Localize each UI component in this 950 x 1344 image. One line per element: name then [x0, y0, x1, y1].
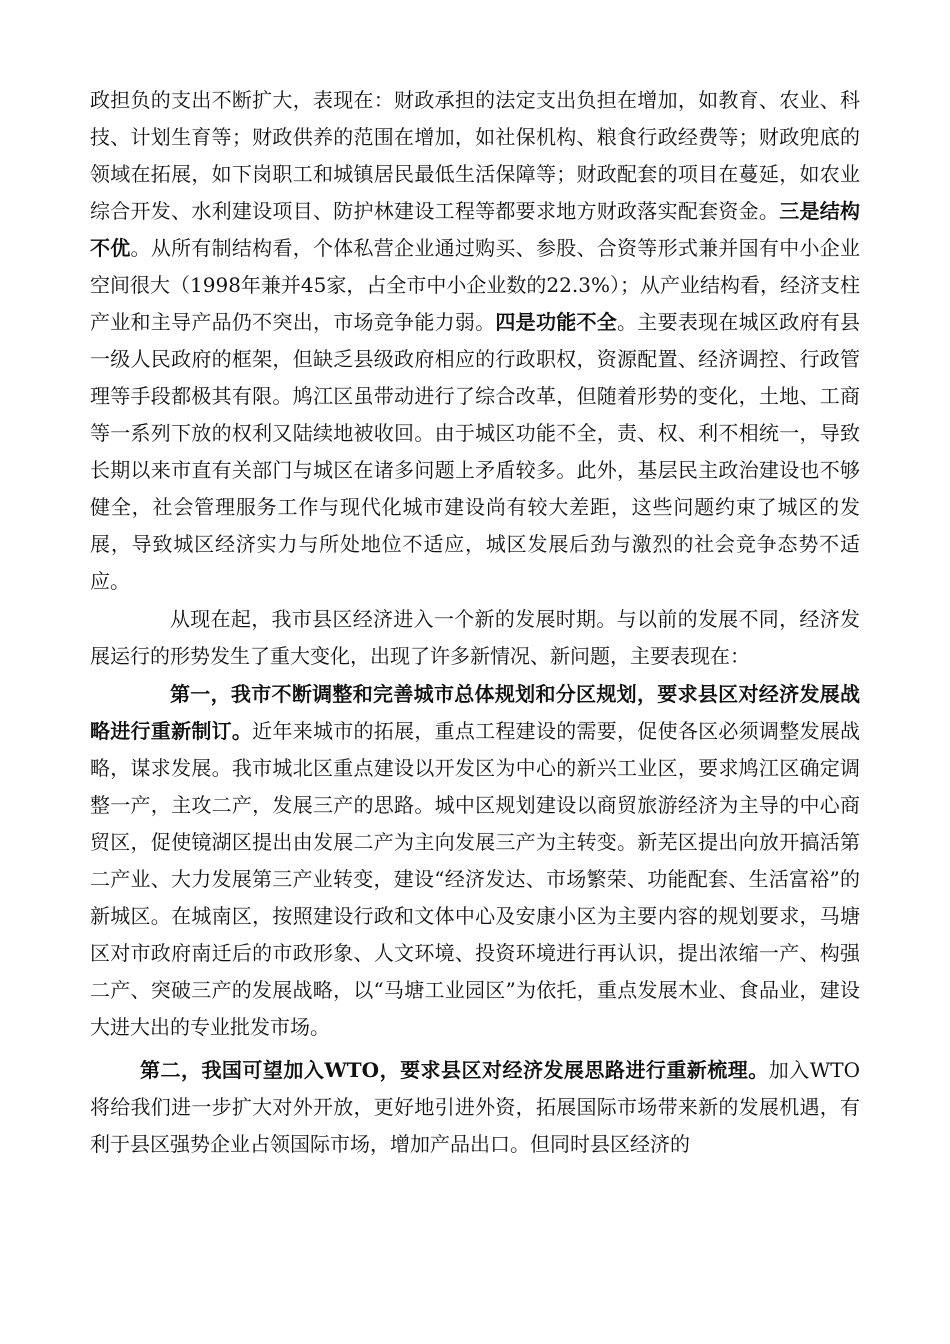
bold-heading-second: 第二，我国可望加入WTO，要求县区对经济发展思路进行重新梳理。 [140, 1058, 769, 1082]
paragraph-text: 政担负的支出不断扩大，表现在：财政承担的法定支出负担在增加，如教育、农业、科技、计划生育等；财政供养的范围在增加，如社保机构、粮食行政经费等；财政兜底的领域在拓展，如下岗职工和城镇居民最低生活保障等；财政配套的项目在蔓延，如农业综合开发、水利建设项目、防护林建设工程等都要求地方财政落实配套资金。 [90, 88, 860, 223]
bold-heading-function: 四是功能不全 [495, 310, 618, 334]
bold-heading-structure: 三是结构不优 [90, 199, 861, 260]
paragraph-first-point [90, 676, 860, 1046]
paragraph-text: 。主要表现在城区政府有县一级人民政府的框架，但缺乏县级政府相应的行政职权，资源配置、经济调控、行政管理等手段都极其有限。鸠江区虽带动进行了综合改革，但随着形势的变化，土地、工商等一系列下放的权利又陆续地被收回。由于城区功能不全，责、权、利不相统一，导致长期以来市直有关部门与城区在诸多问题上矛盾较多。此外，基层民主政治建设也不够健全，社会管理服务工作与现代化城市建设尚有较大差距，这些问题约束了城区的发展，导致城区经济实力与所处地位不适应，城区发展后劲与激烈的社会竞争态势不适应。 [90, 310, 861, 593]
paragraph-fiscal-structure [90, 82, 860, 600]
paragraph-text: 加入WTO将给我们进一步扩大对外开放，更好地引进外资，拓展国际市场带来新的发展机遇，有利于县区强势企业占领国际市场，增加产品出口。但同时县区经济的 [90, 1058, 861, 1156]
paragraph-text: 。从所有制结构看，个体私营企业通过购买、参股、合资等形式兼并国有中小企业空间很大（1998年兼并45家，占全市中小企业数的22.3%）；从产业结构看，经济支柱产业和主导产品仍不突出，市场竞争能力弱。 [90, 236, 861, 334]
paragraph-second-point [90, 1052, 860, 1163]
paragraph-text: 近年来城市的拓展，重点工程建设的需要，促使各区必须调整发展战略，谋求发展。我市城北区重点建设以开发区为中心的新兴工业区，要求鸠江区确定调整一产，主攻二产，发展三产的思路。城中区规划建设以商贸旅游经济为主导的中心商贸区，促使镜湖区提出由发展二产为主向发展三产为主转变。新芜区提出向放开搞活第二产业、大力发展第三产业转变，建设“经济发达、市场繁荣、功能配套、生活富裕”的新城区。在城南区，按照建设行政和文体中心及安康小区为主要内容的规划要求，马塘区对市政府南迁后的市政形象、人文环境、投资环境进行再认识，提出浓缩一产、构强二产、突破三产的发展战略，以“马塘工业园区”为依托，重点发展木业、食品业，建设大进大出的专业批发市场。 [90, 719, 861, 1039]
document-page [90, 82, 860, 1163]
paragraph-new-period: 从现在起，我市县区经济进入一个新的发展时期。与以前的发展不同，经济发展运行的形势发生了重大变化，出现了许多新情况、新问题，主要表现在： [90, 607, 860, 668]
bold-heading-first: 第一，我市不断调整和完善城市总体规划和分区规划，要求县区对经济发展战略进行重新制订。 [90, 682, 860, 743]
